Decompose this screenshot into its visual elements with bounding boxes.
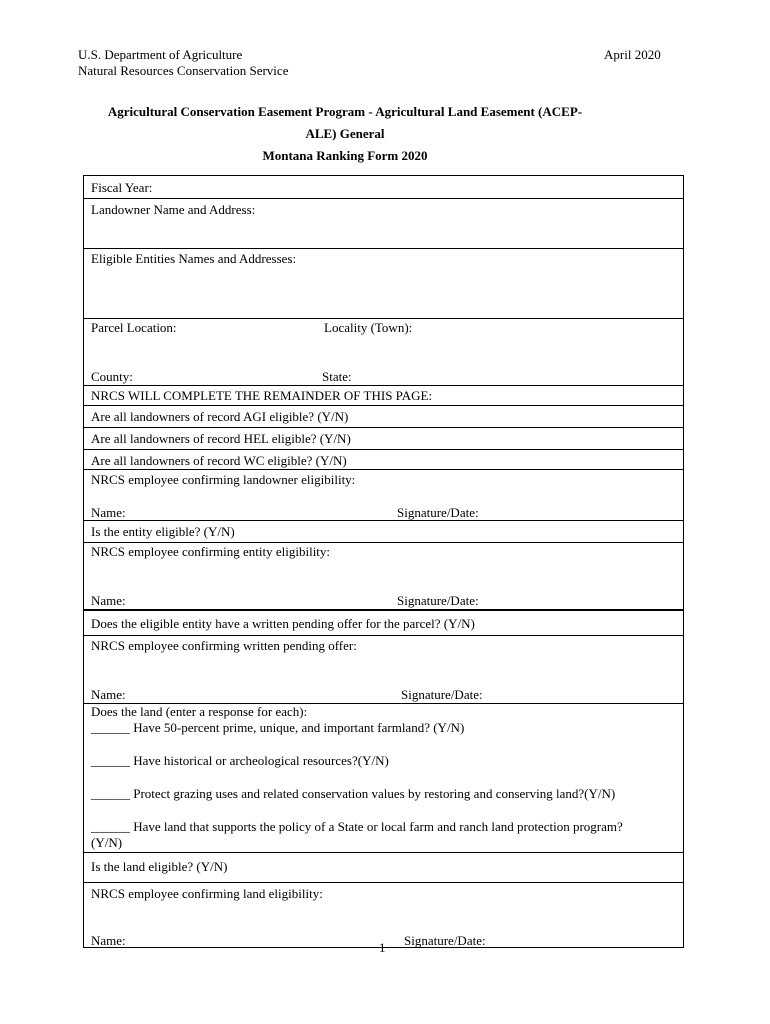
agency-block — [78, 47, 438, 79]
document-title — [60, 101, 630, 145]
entity-name-label: Name: — [91, 593, 126, 608]
title-line-1: Agricultural Conservation Easement Program - Agricultural Land Easement (ACEP- — [107, 104, 583, 119]
land-eligible-question: Is the land eligible? (Y/N) — [91, 859, 228, 874]
row-confirm-offer[interactable] — [84, 635, 683, 703]
entity-signature-label: Signature/Date: — [397, 593, 479, 608]
land-q2-blank[interactable]: ______ — [91, 753, 130, 768]
land-q1-text: Have 50-percent prime, unique, and important farmland? (Y/N) — [133, 720, 465, 735]
parcel-location-label: Parcel Location: — [91, 320, 177, 335]
row-confirm-land[interactable] — [84, 882, 683, 949]
locality-label: Locality (Town): — [324, 320, 413, 335]
landowner-name-label: Name: — [91, 505, 126, 520]
row-entity-eligible[interactable] — [84, 520, 683, 542]
confirm-entity-label: NRCS employee confirming entity eligibility: — [91, 544, 331, 559]
confirm-landowner-label: NRCS employee confirming landowner eligibility: — [91, 472, 356, 487]
state-label: State: — [322, 369, 352, 384]
document-date: April 2020 — [604, 47, 661, 62]
hel-question: Are all landowners of record HEL eligible? (Y/N) — [91, 431, 351, 446]
row-land-questions[interactable] — [84, 703, 683, 852]
row-fiscal-year[interactable] — [84, 176, 683, 198]
land-q4[interactable] — [91, 819, 623, 835]
land-q2-text: Have historical or archeological resources?(Y/N) — [133, 753, 389, 768]
page-number: 1 — [379, 940, 386, 955]
agency-line-1: U.S. Department of Agriculture — [78, 47, 243, 62]
row-wc[interactable] — [84, 449, 683, 469]
land-q1-blank[interactable]: ______ — [91, 720, 130, 735]
row-confirm-entity[interactable] — [84, 542, 683, 609]
agi-question: Are all landowners of record AGI eligible? (Y/N) — [91, 409, 349, 424]
landowner-signature-label: Signature/Date: — [397, 505, 479, 520]
row-landowner[interactable] — [84, 198, 683, 248]
land-q3-blank[interactable]: ______ — [91, 786, 130, 801]
land-q4-blank[interactable]: ______ — [91, 819, 130, 834]
offer-signature-label: Signature/Date: — [401, 687, 483, 702]
land-q4-continued: (Y/N) — [91, 835, 123, 850]
row-hel[interactable] — [84, 427, 683, 449]
wc-question: Are all landowners of record WC eligible? (Y/N) — [91, 453, 347, 468]
land-q4-text: Have land that supports the policy of a State or local farm and ranch land protection program? — [133, 819, 623, 834]
row-agi[interactable] — [84, 405, 683, 427]
row-land-eligible[interactable] — [84, 852, 683, 882]
ranking-form-table — [83, 175, 684, 948]
land-q3[interactable] — [91, 786, 615, 802]
row-confirm-landowner[interactable] — [84, 469, 683, 520]
row-pending-offer[interactable] — [84, 609, 683, 635]
nrcs-complete-heading: NRCS WILL COMPLETE THE REMAINDER OF THIS PAGE: — [91, 388, 433, 403]
land-q2[interactable] — [91, 753, 389, 769]
title-line-2: ALE) General — [305, 126, 385, 141]
agency-line-2: Natural Resources Conservation Service — [78, 63, 289, 78]
land-name-label: Name: — [91, 933, 126, 948]
offer-name-label: Name: — [91, 687, 126, 702]
land-question-heading: Does the land (enter a response for each): — [91, 704, 308, 719]
row-entities[interactable] — [84, 248, 683, 318]
landowner-label: Landowner Name and Address: — [91, 202, 256, 217]
land-signature-label: Signature/Date: — [404, 933, 486, 948]
row-parcel-location[interactable] — [84, 318, 683, 389]
pending-offer-question: Does the eligible entity have a written pending offer for the parcel? (Y/N) — [91, 616, 475, 631]
document-subtitle: Montana Ranking Form 2020 — [262, 148, 428, 163]
entity-eligible-question: Is the entity eligible? (Y/N) — [91, 524, 235, 539]
county-label: County: — [91, 369, 133, 384]
row-nrcs-complete — [84, 385, 683, 405]
land-q3-text: Protect grazing uses and related conservation values by restoring and conserving land?(Y/N) — [133, 786, 616, 801]
fiscal-year-label: Fiscal Year: — [91, 180, 153, 195]
confirm-offer-label: NRCS employee confirming written pending offer: — [91, 638, 357, 653]
land-q1[interactable] — [91, 720, 464, 736]
confirm-land-label: NRCS employee confirming land eligibility: — [91, 886, 323, 901]
entities-label: Eligible Entities Names and Addresses: — [91, 251, 297, 266]
